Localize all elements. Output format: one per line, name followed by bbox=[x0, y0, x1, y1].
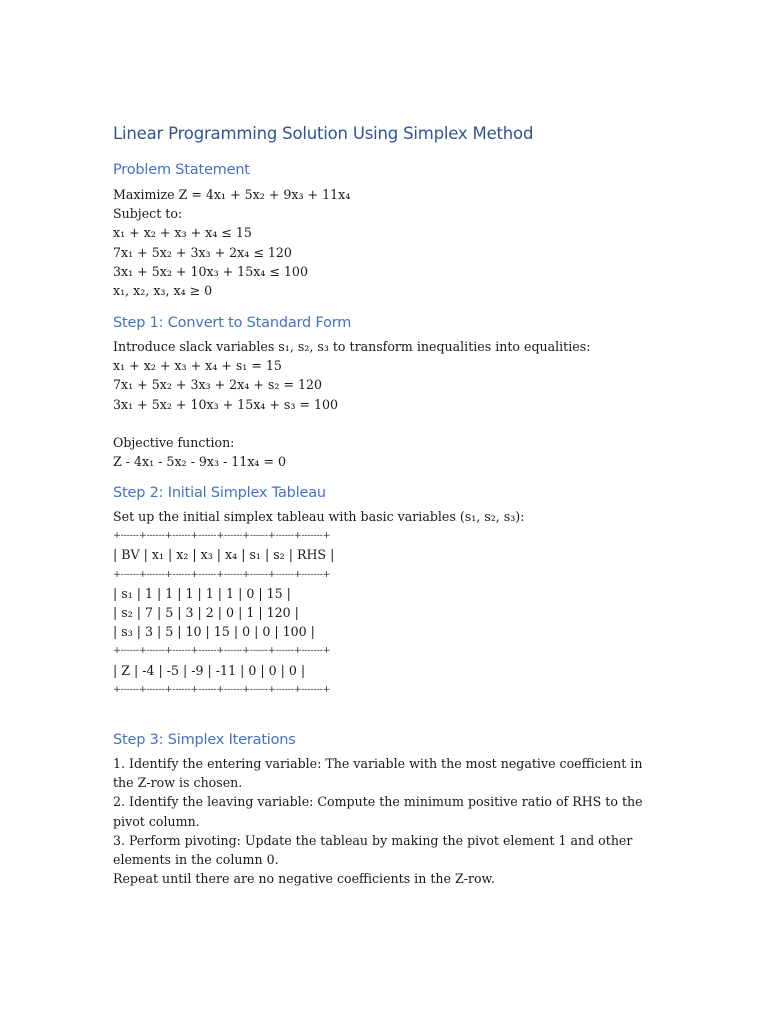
constraint-line: x₁ + x₂ + x₃ + x₄ ≤ 15 bbox=[113, 225, 252, 241]
step3-heading: Step 3: Simplex Iterations bbox=[113, 732, 296, 748]
step1-lines bbox=[113, 337, 653, 471]
iteration-step-3: 3. Perform pivoting: Update the tableau by making the pivot element 1 and other elements in the column 0. bbox=[113, 832, 633, 868]
objective-line: Maximize Z = 4x₁ + 5x₂ + 9x₃ + 11x₄ bbox=[113, 187, 351, 202]
tableau-header-row: | BV | x₁ | x₂ | x₃ | x₄ | s₁ | s₂ | RHS | bbox=[113, 547, 335, 563]
tableau-separator: +------+------+------+------+------+------+------+-------+ bbox=[113, 683, 331, 695]
tableau-separator: +------+------+------+------+------+------+------+-------+ bbox=[113, 530, 331, 542]
problem-statement-lines bbox=[113, 185, 653, 300]
step1-heading: Step 1: Convert to Standard Form bbox=[113, 315, 352, 331]
tableau-row: | s₂ | 7 | 5 | 3 | 2 | 0 | 1 | 120 | bbox=[113, 604, 299, 620]
tableau-intro-line: Set up the initial simplex tableau with basic variables (s₁, s₂, s₃): bbox=[113, 509, 525, 524]
step3-paragraphs bbox=[113, 754, 643, 888]
tableau-separator: +------+------+------+------+------+------+------+-------+ bbox=[113, 568, 331, 580]
blank-line bbox=[113, 414, 653, 433]
step2-heading: Step 2: Initial Simplex Tableau bbox=[113, 485, 326, 501]
document-title: Linear Programming Solution Using Simplex Method bbox=[113, 124, 534, 143]
objective-function-line: Z - 4x₁ - 5x₂ - 9x₃ - 11x₄ = 0 bbox=[113, 454, 287, 470]
iteration-step-2: 2. Identify the leaving variable: Compute the minimum positive ratio of RHS to the pivot column. bbox=[113, 794, 643, 829]
problem-statement-heading: Problem Statement bbox=[113, 162, 250, 178]
iteration-repeat-note: Repeat until there are no negative coefficients in the Z-row. bbox=[113, 871, 495, 887]
simplex-tableau bbox=[113, 507, 653, 699]
equality-line: 3x₁ + 5x₂ + 10x₃ + 15x₄ + s₃ = 100 bbox=[113, 396, 339, 412]
objective-label-line: Objective function: bbox=[113, 434, 235, 450]
constraint-line: 7x₁ + 5x₂ + 3x₃ + 2x₄ ≤ 120 bbox=[113, 244, 292, 260]
tableau-row: | s₃ | 3 | 5 | 10 | 15 | 0 | 0 | 100 | bbox=[113, 624, 315, 640]
constraint-line: 3x₁ + 5x₂ + 10x₃ + 15x₄ ≤ 100 bbox=[113, 263, 308, 279]
iteration-step-1: 1. Identify the entering variable: The variable with the most negative coefficient in the Z-row is chosen. bbox=[113, 756, 643, 791]
tableau-separator: +------+------+------+------+------+------+------+-------+ bbox=[113, 645, 331, 657]
tableau-z-row: | Z | -4 | -5 | -9 | -11 | 0 | 0 | 0 | bbox=[113, 662, 306, 678]
subject-to-line: Subject to: bbox=[113, 206, 183, 222]
equality-line: 7x₁ + 5x₂ + 3x₃ + 2x₄ + s₂ = 120 bbox=[113, 377, 322, 393]
tableau-row: | s₁ | 1 | 1 | 1 | 1 | 1 | 0 | 15 | bbox=[113, 585, 291, 601]
non-negativity-line: x₁, x₂, x₃, x₄ ≥ 0 bbox=[113, 282, 213, 298]
slack-intro-line: Introduce slack variables s₁, s₂, s₃ to transform inequalities into equalities: bbox=[113, 339, 591, 354]
equality-line: x₁ + x₂ + x₃ + x₄ + s₁ = 15 bbox=[113, 358, 282, 374]
